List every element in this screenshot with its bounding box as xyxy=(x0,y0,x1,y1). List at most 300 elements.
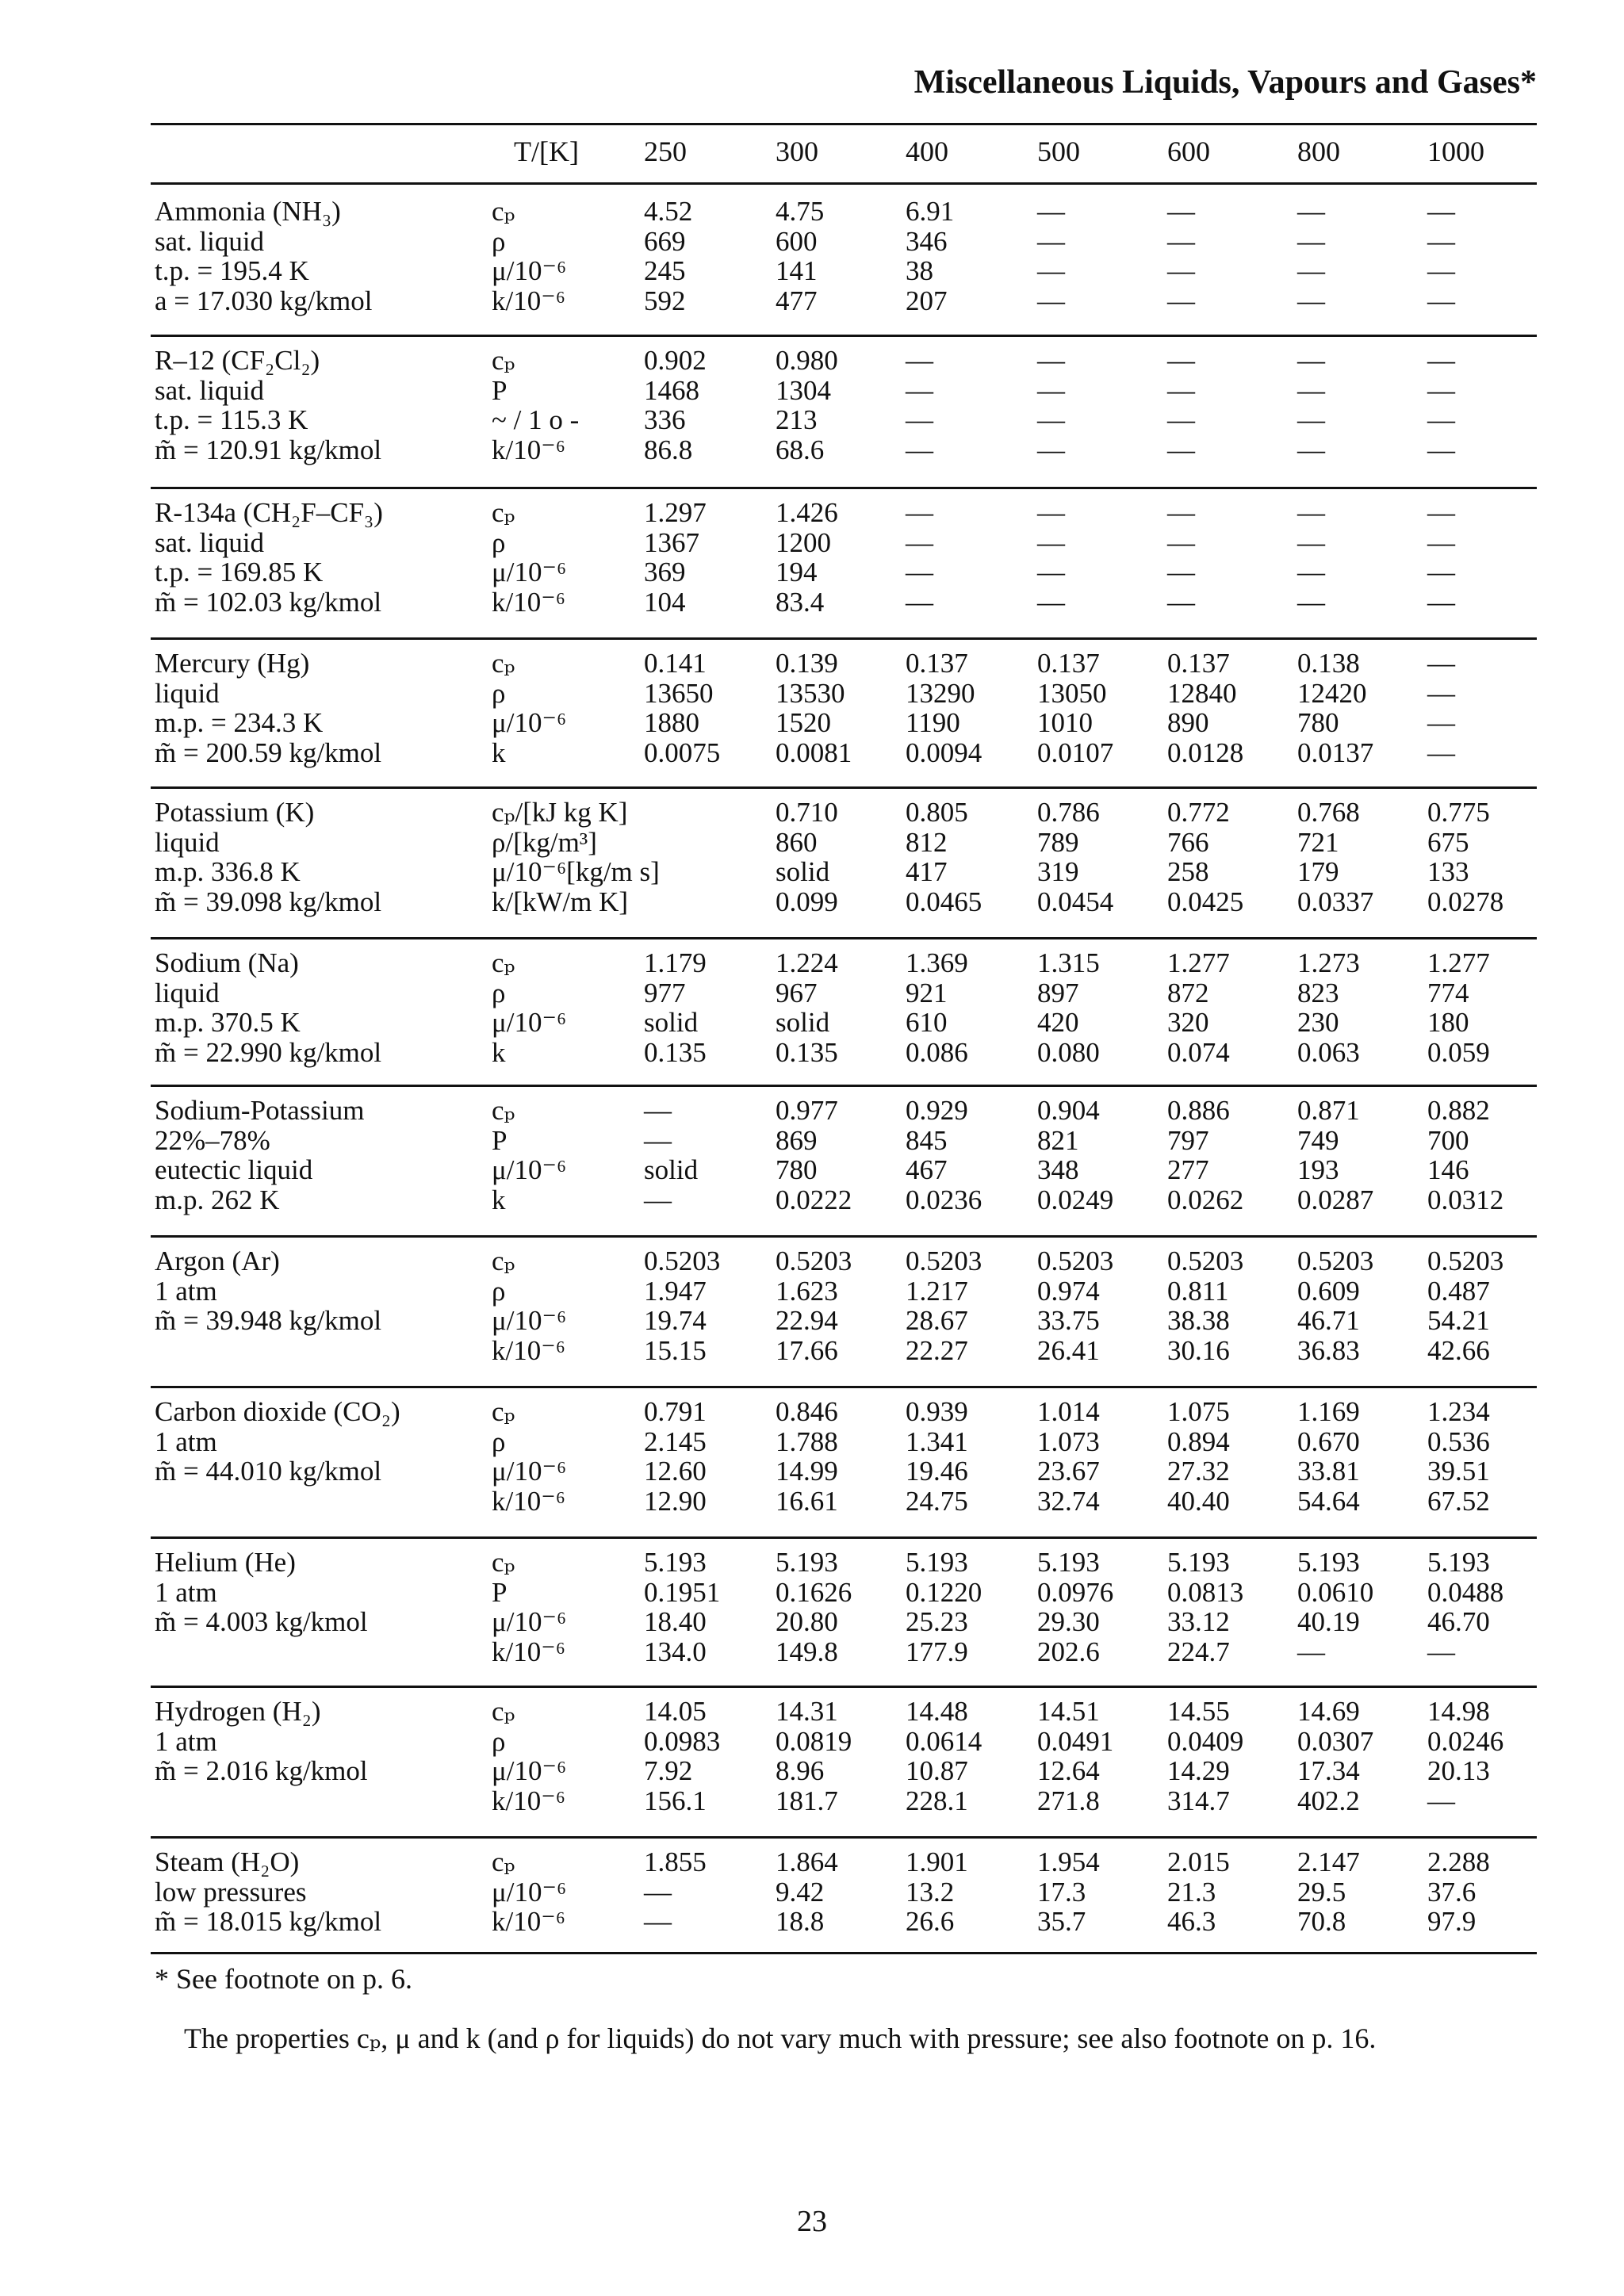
table-cell: — xyxy=(1297,225,1325,257)
description-line: low pressures xyxy=(155,1876,307,1908)
table-cell: 83.4 xyxy=(776,586,825,618)
table-cell: solid xyxy=(644,1154,699,1185)
table-cell: 0.0094 xyxy=(906,737,982,768)
table-cell: 0.980 xyxy=(776,345,838,376)
description-line: sat. liquid xyxy=(155,225,265,257)
table-cell: 0.0488 xyxy=(1427,1576,1504,1608)
table-cell: 0.0813 xyxy=(1167,1576,1244,1608)
table-cell: 0.139 xyxy=(776,648,838,679)
description-line: sat. liquid xyxy=(155,526,265,558)
table-cell: 0.791 xyxy=(644,1396,707,1427)
property-label: cₚ xyxy=(492,196,515,227)
table-cell: 26.41 xyxy=(1037,1334,1100,1366)
table-cell: 0.609 xyxy=(1297,1275,1360,1307)
value-column xyxy=(1037,948,1100,1067)
property-label: μ/10⁻⁶ xyxy=(492,1305,567,1336)
table-cell: 0.0107 xyxy=(1037,737,1114,768)
table-cell: — xyxy=(1037,557,1065,587)
table-cell: 0.0409 xyxy=(1167,1725,1244,1757)
table-cell: 320 xyxy=(1167,1007,1209,1038)
block-divider xyxy=(151,786,1537,789)
header-bottom-rule xyxy=(151,182,1537,185)
table-cell: 17.3 xyxy=(1037,1876,1086,1908)
description-line: Sodium-Potassium xyxy=(155,1095,365,1126)
table-cell: 0.063 xyxy=(1297,1036,1360,1068)
value-column xyxy=(1427,197,1455,316)
table-cell: — xyxy=(1037,586,1065,618)
table-cell: 0.0425 xyxy=(1167,886,1244,917)
table-cell: 207 xyxy=(906,285,948,316)
table-cell: 5.193 xyxy=(776,1547,838,1578)
value-column xyxy=(644,498,707,617)
table-cell: 213 xyxy=(776,404,818,435)
table-cell: 1.217 xyxy=(906,1275,968,1307)
table-cell: — xyxy=(644,1184,672,1215)
table-cell: 0.0236 xyxy=(906,1184,982,1215)
table-cell: 15.15 xyxy=(644,1334,707,1366)
table-cell: — xyxy=(644,1124,672,1156)
table-cell: — xyxy=(644,1095,672,1126)
table-cell: — xyxy=(1427,374,1455,406)
value-column xyxy=(906,1548,982,1667)
property-label: P xyxy=(492,374,508,406)
table-cell: 4.75 xyxy=(776,196,825,227)
table-cell: 0.5203 xyxy=(1297,1246,1374,1276)
substance-description xyxy=(155,346,381,465)
table-cell: 17.66 xyxy=(776,1334,838,1366)
table-cell: 42.66 xyxy=(1427,1334,1490,1366)
description-line: m̃ = 200.59 kg/kmol xyxy=(155,737,382,768)
table-cell: 12420 xyxy=(1297,677,1367,709)
value-column xyxy=(906,1246,982,1365)
table-cell: 202.6 xyxy=(1037,1636,1100,1667)
property-labels xyxy=(492,1246,566,1365)
table-cell: 0.137 xyxy=(1167,648,1230,679)
table-cell: — xyxy=(1167,285,1195,316)
table-cell: 23.67 xyxy=(1037,1456,1100,1487)
table-cell: 0.074 xyxy=(1167,1036,1230,1068)
description-line: m̃ = 39.948 kg/kmol xyxy=(155,1305,382,1336)
property-labels xyxy=(492,1847,566,1937)
table-cell: 1.014 xyxy=(1037,1396,1100,1427)
table-cell: 2.147 xyxy=(1297,1846,1360,1877)
property-label: μ/10⁻⁶ xyxy=(492,1154,567,1185)
property-labels xyxy=(492,798,660,916)
description-line: m̃ = 44.010 kg/kmol xyxy=(155,1456,382,1487)
property-label: k/[kW/m K] xyxy=(492,886,629,917)
table-cell: 0.1220 xyxy=(906,1576,982,1608)
table-cell: 669 xyxy=(644,225,686,257)
value-column xyxy=(644,197,692,316)
property-label: cₚ xyxy=(492,1396,515,1427)
table-cell: 1.901 xyxy=(906,1846,968,1877)
description-line: m.p. 336.8 K xyxy=(155,856,301,887)
table-cell: 14.55 xyxy=(1167,1696,1230,1727)
value-column xyxy=(776,1096,852,1215)
table-cell: 12.90 xyxy=(644,1485,707,1517)
table-cell: 19.74 xyxy=(644,1305,707,1336)
table-cell: 1.855 xyxy=(644,1846,707,1877)
table-cell: 0.805 xyxy=(906,797,968,828)
description-line: m̃ = 39.098 kg/kmol xyxy=(155,886,382,917)
table-cell: 8.96 xyxy=(776,1755,825,1786)
table-cell: 180 xyxy=(1427,1007,1469,1038)
table-cell: 18.40 xyxy=(644,1606,707,1637)
description-line: R–12 (CF₂Cl₂) xyxy=(155,345,320,376)
value-column xyxy=(644,948,707,1067)
property-labels xyxy=(492,197,566,316)
table-cell: 0.1626 xyxy=(776,1576,852,1608)
table-cell: 14.05 xyxy=(644,1696,707,1727)
table-cell: 0.886 xyxy=(1167,1095,1230,1126)
table-cell: 845 xyxy=(906,1124,948,1156)
table-cell: 0.786 xyxy=(1037,797,1100,828)
table-cell: 6.91 xyxy=(906,196,955,227)
table-cell: 1.341 xyxy=(906,1425,968,1457)
property-labels xyxy=(492,498,566,617)
table-cell: 721 xyxy=(1297,826,1339,858)
description-line: Argon (Ar) xyxy=(155,1246,280,1276)
table-cell: 336 xyxy=(644,404,686,435)
temp-1000: 1000 xyxy=(1427,136,1484,167)
table-cell: 0.977 xyxy=(776,1095,838,1126)
value-column xyxy=(1167,1397,1230,1516)
table-cell: 1.947 xyxy=(644,1275,707,1307)
table-cell: 1304 xyxy=(776,374,831,406)
description-line: Sodium (Na) xyxy=(155,947,299,978)
value-column xyxy=(644,649,720,767)
property-label: ρ xyxy=(492,977,506,1008)
property-label: μ/10⁻⁶ xyxy=(492,1755,567,1786)
table-cell: 40.19 xyxy=(1297,1606,1360,1637)
value-column xyxy=(776,649,852,767)
table-cell: — xyxy=(1297,586,1325,618)
table-cell: 0.5203 xyxy=(1427,1246,1504,1276)
block-divider xyxy=(151,335,1537,337)
property-label: μ/10⁻⁶ xyxy=(492,1876,567,1908)
description-line: 22%–78% xyxy=(155,1124,270,1156)
table-cell: 149.8 xyxy=(776,1636,838,1667)
table-cell: 0.882 xyxy=(1427,1095,1490,1126)
table-cell: 1.369 xyxy=(906,947,968,978)
table-cell: 13650 xyxy=(644,677,714,709)
value-column xyxy=(644,1548,720,1667)
description-line: m̃ = 22.990 kg/kmol xyxy=(155,1036,382,1068)
table-cell: — xyxy=(1427,1636,1455,1667)
table-cell: 0.086 xyxy=(906,1036,968,1068)
value-column xyxy=(1037,1697,1113,1816)
table-cell: 0.135 xyxy=(776,1036,838,1068)
block-divider xyxy=(151,1085,1537,1087)
table-cell: — xyxy=(1427,345,1455,376)
property-label: cₚ xyxy=(492,1696,515,1727)
table-cell: 22.27 xyxy=(906,1334,968,1366)
block-divider xyxy=(151,487,1537,489)
table-cell: 24.75 xyxy=(906,1485,968,1517)
page-number: 23 xyxy=(797,2205,827,2238)
property-labels xyxy=(492,1548,566,1667)
value-column xyxy=(776,1847,838,1937)
substance-description xyxy=(155,498,383,617)
property-label: μ/10⁻⁶ xyxy=(492,1456,567,1487)
value-column xyxy=(906,948,968,1067)
table-cell: 0.487 xyxy=(1427,1275,1490,1307)
table-cell: — xyxy=(1297,285,1325,316)
table-cell: — xyxy=(1167,255,1195,286)
table-cell: 0.871 xyxy=(1297,1095,1360,1126)
table-cell: 0.0491 xyxy=(1037,1725,1114,1757)
table-cell: 224.7 xyxy=(1167,1636,1230,1667)
table-cell: 0.0610 xyxy=(1297,1576,1374,1608)
property-label: k/10⁻⁶ xyxy=(492,1785,565,1816)
value-column xyxy=(1297,1548,1373,1667)
table-cell: 5.193 xyxy=(1297,1547,1360,1578)
table-cell: 1367 xyxy=(644,526,699,558)
description-line xyxy=(155,1336,381,1366)
table-cell: 1.169 xyxy=(1297,1396,1360,1427)
table-cell: — xyxy=(1037,345,1065,376)
table-cell: 0.059 xyxy=(1427,1036,1490,1068)
value-column xyxy=(1297,1697,1373,1816)
table-cell: — xyxy=(1427,707,1455,738)
table-cell: 467 xyxy=(906,1154,948,1185)
table-cell: 230 xyxy=(1297,1007,1339,1038)
table-cell: 0.670 xyxy=(1297,1425,1360,1457)
description-line: t.p. = 195.4 K xyxy=(155,255,309,286)
table-cell: 0.902 xyxy=(644,345,707,376)
property-labels xyxy=(492,1096,566,1215)
temp-300: 300 xyxy=(776,136,818,167)
table-cell: 872 xyxy=(1167,977,1209,1008)
header-top-rule xyxy=(151,123,1537,125)
value-column xyxy=(644,1847,707,1937)
table-cell: — xyxy=(906,374,933,406)
property-label: μ/10⁻⁶ xyxy=(492,1007,567,1038)
table-cell: 12.64 xyxy=(1037,1755,1100,1786)
table-cell: 14.29 xyxy=(1167,1755,1230,1786)
table-cell: 38 xyxy=(906,255,933,286)
table-cell: 592 xyxy=(644,285,686,316)
property-labels xyxy=(492,346,579,465)
substance-description xyxy=(155,1096,364,1215)
table-cell: — xyxy=(1037,196,1065,227)
value-column xyxy=(906,1697,982,1816)
description-line: m.p. 370.5 K xyxy=(155,1007,301,1038)
table-cell: 1.273 xyxy=(1297,947,1360,978)
value-column xyxy=(1167,498,1195,617)
value-column xyxy=(1167,346,1195,465)
table-cell: 14.51 xyxy=(1037,1696,1100,1727)
table-cell: — xyxy=(1297,196,1325,227)
table-cell: 0.0465 xyxy=(906,886,982,917)
table-cell: — xyxy=(1427,677,1455,709)
temperature-label: T/[K] xyxy=(514,136,579,167)
property-label: cₚ/[kJ kg K] xyxy=(492,797,628,828)
property-label: μ/10⁻⁶ xyxy=(492,557,567,587)
description-line: m̃ = 102.03 kg/kmol xyxy=(155,586,382,618)
value-column xyxy=(644,1697,720,1816)
substance-description xyxy=(155,798,381,916)
table-cell: 860 xyxy=(776,826,818,858)
value-column xyxy=(1037,346,1065,465)
table-cell: — xyxy=(1297,497,1325,528)
table-cell: 177.9 xyxy=(906,1636,968,1667)
table-cell: 13530 xyxy=(776,677,845,709)
table-cell: 146 xyxy=(1427,1154,1469,1185)
table-cell: solid xyxy=(776,856,830,887)
table-cell: 1.623 xyxy=(776,1275,838,1307)
table-cell: 0.141 xyxy=(644,648,707,679)
value-column xyxy=(644,1246,720,1365)
table-cell: 700 xyxy=(1427,1124,1469,1156)
table-cell: 193 xyxy=(1297,1154,1339,1185)
description-line: 1 atm xyxy=(155,1425,217,1457)
table-cell: 402.2 xyxy=(1297,1785,1360,1816)
table-cell: — xyxy=(1427,255,1455,286)
table-cell: 20.13 xyxy=(1427,1755,1490,1786)
table-cell: — xyxy=(1427,225,1455,257)
table-cell: 46.71 xyxy=(1297,1305,1360,1336)
description-line: R-134a (CH₂F–CF₃) xyxy=(155,497,383,528)
description-line: Carbon dioxide (CO₂) xyxy=(155,1396,400,1427)
description-line: m̃ = 120.91 kg/kmol xyxy=(155,434,382,465)
value-column xyxy=(644,1397,707,1516)
table-cell: 17.34 xyxy=(1297,1755,1360,1786)
value-column xyxy=(1427,1548,1503,1667)
description-line: 1 atm xyxy=(155,1725,217,1757)
table-cell: 0.137 xyxy=(906,648,968,679)
table-cell: — xyxy=(1167,404,1195,435)
table-cell: — xyxy=(1037,434,1065,465)
table-cell: — xyxy=(1427,404,1455,435)
value-column xyxy=(1297,1847,1360,1937)
block-divider xyxy=(151,937,1537,939)
value-column xyxy=(776,948,838,1067)
table-cell: 33.81 xyxy=(1297,1456,1360,1487)
table-cell: 0.974 xyxy=(1037,1275,1100,1307)
table-cell: — xyxy=(1427,737,1455,768)
table-cell: — xyxy=(1167,526,1195,558)
table-cell: — xyxy=(1037,225,1065,257)
value-column xyxy=(776,798,838,916)
table-cell: 1200 xyxy=(776,526,831,558)
pressure-note: The properties cₚ, μ and k (and ρ for liquids) do not vary much with pressure; see also footnote on p. 16. xyxy=(184,2022,1377,2054)
table-cell: 2.288 xyxy=(1427,1846,1490,1877)
table-cell: — xyxy=(1167,586,1195,618)
property-label: k xyxy=(492,1036,506,1068)
table-cell: 774 xyxy=(1427,977,1469,1008)
table-cell: — xyxy=(1297,404,1325,435)
temp-800: 800 xyxy=(1297,136,1340,167)
value-column xyxy=(1427,1697,1503,1816)
description-line: m.p. = 234.3 K xyxy=(155,707,324,738)
table-cell: — xyxy=(1167,196,1195,227)
table-cell: 0.0819 xyxy=(776,1725,852,1757)
table-cell: — xyxy=(1037,526,1065,558)
table-cell: 314.7 xyxy=(1167,1785,1230,1816)
table-cell: 0.0312 xyxy=(1427,1184,1504,1215)
value-column xyxy=(1427,649,1455,767)
description-line: m̃ = 2.016 kg/kmol xyxy=(155,1755,368,1786)
description-line xyxy=(155,1487,400,1517)
table-cell: solid xyxy=(776,1007,830,1038)
table-cell: — xyxy=(1427,434,1455,465)
property-labels xyxy=(492,1697,566,1816)
property-label: k/10⁻⁶ xyxy=(492,285,565,316)
description-line: Helium (He) xyxy=(155,1547,296,1578)
table-cell: 277 xyxy=(1167,1154,1209,1185)
table-cell: — xyxy=(906,526,933,558)
page-title: Miscellaneous Liquids, Vapours and Gases* xyxy=(914,64,1537,101)
table-cell: 134.0 xyxy=(644,1636,707,1667)
table-cell: 181.7 xyxy=(776,1785,838,1816)
table-cell: 5.193 xyxy=(906,1547,968,1578)
table-cell: 1880 xyxy=(644,707,699,738)
value-column xyxy=(1037,1397,1100,1516)
table-cell: 33.12 xyxy=(1167,1606,1230,1637)
table-cell: 0.0337 xyxy=(1297,886,1374,917)
table-cell: 1.224 xyxy=(776,947,838,978)
table-cell: 5.193 xyxy=(1167,1547,1230,1578)
value-column xyxy=(1297,948,1360,1067)
table-cell: 897 xyxy=(1037,977,1079,1008)
table-cell: 0.772 xyxy=(1167,797,1230,828)
table-cell: 104 xyxy=(644,586,686,618)
table-cell: — xyxy=(1297,374,1325,406)
table-cell: 13.2 xyxy=(906,1876,955,1908)
property-label: k xyxy=(492,737,506,768)
table-cell: 40.40 xyxy=(1167,1485,1230,1517)
table-cell: 0.939 xyxy=(906,1396,968,1427)
table-cell: — xyxy=(1167,557,1195,587)
table-cell: 4.52 xyxy=(644,196,693,227)
table-cell: 194 xyxy=(776,557,818,587)
table-cell: 780 xyxy=(776,1154,818,1185)
description-line: Potassium (K) xyxy=(155,797,315,828)
table-cell: 1520 xyxy=(776,707,831,738)
table-cell: 258 xyxy=(1167,856,1209,887)
table-cell: 0.0454 xyxy=(1037,886,1114,917)
table-cell: 14.69 xyxy=(1297,1696,1360,1727)
table-cell: 12840 xyxy=(1167,677,1237,709)
description-line: m̃ = 18.015 kg/kmol xyxy=(155,1906,382,1937)
table-cell: 1.277 xyxy=(1427,947,1490,978)
table-cell: — xyxy=(906,404,933,435)
description-line: liquid xyxy=(155,977,220,1008)
table-cell: 610 xyxy=(906,1007,948,1038)
table-cell: 133 xyxy=(1427,856,1469,887)
table-cell: 1.234 xyxy=(1427,1396,1490,1427)
substance-description xyxy=(155,1548,368,1667)
substance-description xyxy=(155,948,381,1067)
table-cell: 0.0128 xyxy=(1167,737,1244,768)
value-column xyxy=(1427,1397,1490,1516)
block-divider xyxy=(151,1235,1537,1238)
table-cell: 0.099 xyxy=(776,886,838,917)
table-cell: — xyxy=(1167,434,1195,465)
property-label: cₚ xyxy=(492,497,515,528)
table-cell: — xyxy=(906,345,933,376)
value-column xyxy=(1167,649,1243,767)
table-cell: 0.846 xyxy=(776,1396,838,1427)
block-divider xyxy=(151,637,1537,640)
value-column xyxy=(644,1096,698,1215)
table-cell: 54.64 xyxy=(1297,1485,1360,1517)
table-cell: 14.31 xyxy=(776,1696,838,1727)
value-column xyxy=(1037,649,1113,767)
footnote: * See footnote on p. 6. xyxy=(155,1963,412,1995)
property-label: ρ xyxy=(492,526,506,558)
